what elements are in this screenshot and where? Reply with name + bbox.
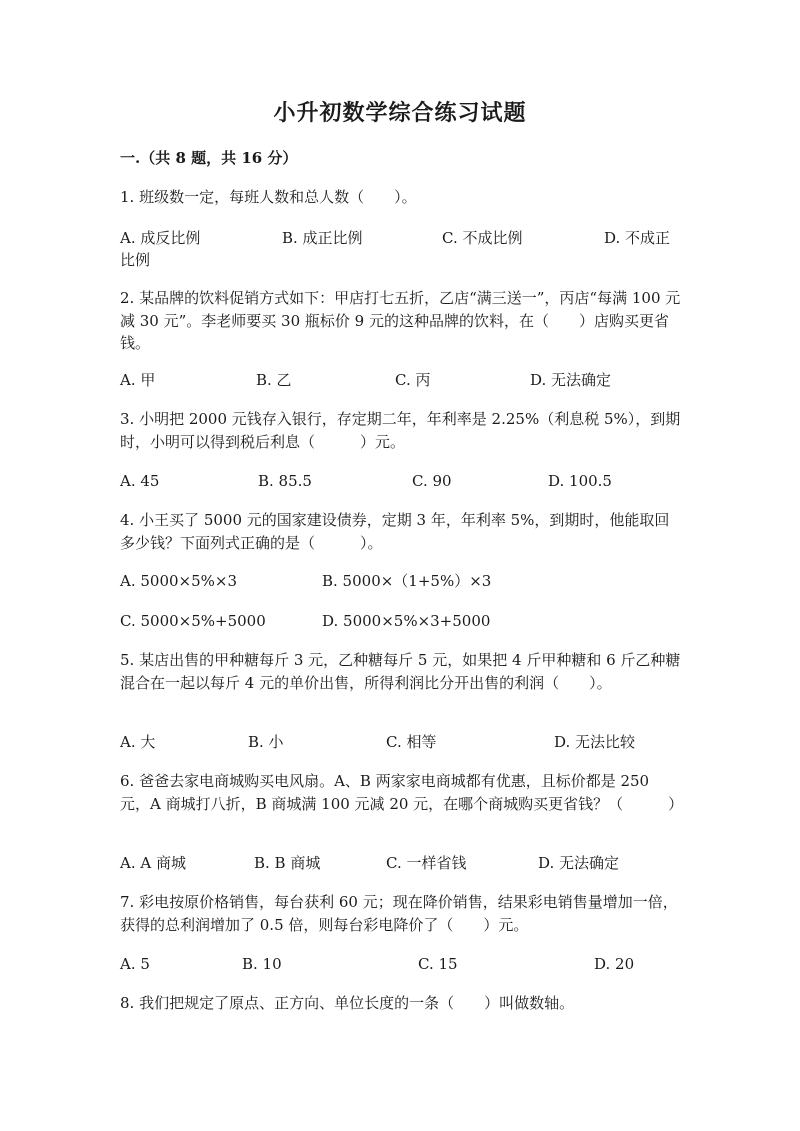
option-b[interactable]: B. 85.5	[258, 472, 312, 490]
question-3: 3. 小明把 2000 元钱存入银行，存定期二年，年利率是 2.25%（利息税 5%），到期时，小明可以得到税后利息（ ）元。	[120, 410, 681, 451]
option-d[interactable]: D. 20	[594, 955, 635, 973]
option-c[interactable]: C. 一样省钱	[386, 854, 467, 872]
option-c[interactable]: C. 相等	[386, 733, 437, 751]
option-a[interactable]: A. 大	[120, 733, 156, 751]
option-c[interactable]: C. 丙	[395, 371, 431, 389]
option-b[interactable]: B. 5000×（1+5%）×3	[322, 572, 492, 590]
option-b[interactable]: B. 成正比例	[282, 229, 363, 247]
question-5-options	[120, 731, 680, 775]
question-1-options	[120, 227, 680, 271]
question-2-options	[120, 369, 680, 413]
question-4-options-row1	[120, 570, 680, 614]
option-b[interactable]: B. 乙	[256, 371, 292, 389]
option-d[interactable]: D. 100.5	[548, 472, 612, 490]
option-b[interactable]: B. 小	[248, 733, 284, 751]
page-title: 小升初数学综合练习试题	[273, 100, 527, 126]
question-1: 1. 班级数一定，每班人数和总人数（ ）。	[120, 188, 417, 206]
option-c[interactable]: C. 15	[418, 955, 458, 973]
option-c[interactable]: C. 5000×5%+5000	[120, 612, 266, 630]
option-a[interactable]: A. 5000×5%×3	[120, 572, 238, 590]
question-3-options	[120, 470, 680, 514]
question-6: 6. 爸爸去家电商城购买电风扇。A、B 两家家电商城都有优惠，且标价都是 250 元，A 商城打八折，B 商城满 100 元减 20 元，在哪个商城购买更省钱？（ ）	[120, 772, 684, 813]
option-a[interactable]: A. 成反比例	[120, 229, 201, 247]
option-c[interactable]: C. 不成比例	[442, 229, 523, 247]
section-heading: 一.（共 8 题，共 16 分）	[120, 149, 298, 167]
question-7: 7. 彩电按原价格销售，每台获利 60 元；现在降价销售，结果彩电销售量增加一倍，获得的总利润增加了 0.5 倍，则每台彩电降价了（ ）元。	[120, 893, 678, 934]
option-a[interactable]: A. 5	[120, 955, 150, 973]
option-a[interactable]: A. 甲	[120, 371, 156, 389]
option-d[interactable]: D. 无法确定	[538, 854, 620, 872]
option-d[interactable]: D. 无法确定	[530, 371, 612, 389]
option-a[interactable]: A. 45	[120, 472, 160, 490]
option-d[interactable]: D. 无法比较	[554, 733, 636, 751]
question-6-options	[120, 852, 680, 896]
option-a[interactable]: A. A 商城	[120, 854, 186, 872]
option-b[interactable]: B. B 商城	[254, 854, 321, 872]
option-d[interactable]: D. 不成正比例	[120, 229, 671, 269]
question-5: 5. 某店出售的甲种糖每斤 3 元，乙种糖每斤 5 元，如果把 4 斤甲种糖和 6 斤乙种糖混合在一起以每斤 4 元的单价出售，所得利润比分开出售的利润（ ）。	[120, 651, 681, 692]
option-d[interactable]: D. 5000×5%×3+5000	[322, 612, 491, 630]
option-c[interactable]: C. 90	[412, 472, 452, 490]
question-2: 2. 某品牌的饮料促销方式如下：甲店打七五折，乙店“满三送一”，丙店“每满 100 元减 30 元”。李老师要买 30 瓶标价 9 元的这种品牌的饮料，在（ ）店购买更省钱。	[120, 289, 681, 352]
option-b[interactable]: B. 10	[242, 955, 282, 973]
question-8: 8. 我们把规定了原点、正方向、单位长度的一条（ ）叫做数轴。	[120, 994, 575, 1012]
question-7-options	[120, 953, 680, 997]
question-4: 4. 小王买了 5000 元的国家建设债券，定期 3 年，年利率 5%，到期时，他能取回多少钱？下面列式正确的是（ ）。	[120, 511, 670, 552]
question-4-options-row2	[120, 610, 680, 654]
